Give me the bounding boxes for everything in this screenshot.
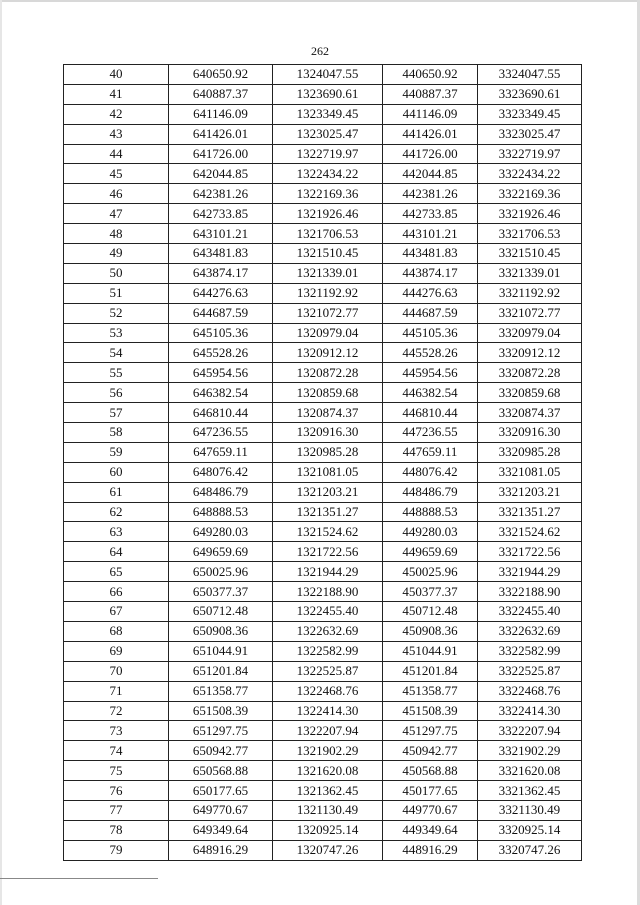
y1-coordinate-cell: 1322169.36 [273,184,383,204]
table-row [64,363,582,383]
x1-coordinate-cell: 650177.65 [169,781,273,801]
y2-coordinate-cell: 3321081.05 [478,462,582,482]
point-number-cell: 63 [64,522,169,542]
table-row [64,423,582,443]
x2-coordinate-cell: 442381.26 [383,184,478,204]
table-row [64,144,582,164]
table-row [64,84,582,104]
y2-coordinate-cell: 3322582.99 [478,641,582,661]
y2-coordinate-cell: 3320916.30 [478,423,582,443]
table-row [64,721,582,741]
y1-coordinate-cell: 1320916.30 [273,423,383,443]
y2-coordinate-cell: 3320859.68 [478,383,582,403]
point-number-cell: 77 [64,800,169,820]
y2-coordinate-cell: 3321362.45 [478,781,582,801]
y2-coordinate-cell: 3321072.77 [478,303,582,323]
table-row [64,621,582,641]
y1-coordinate-cell: 1320979.04 [273,323,383,343]
x2-coordinate-cell: 448916.29 [383,840,478,860]
point-number-cell: 46 [64,184,169,204]
table-row [64,383,582,403]
x2-coordinate-cell: 450377.37 [383,582,478,602]
x2-coordinate-cell: 450025.96 [383,562,478,582]
x2-coordinate-cell: 450908.36 [383,621,478,641]
table-row [64,184,582,204]
x1-coordinate-cell: 648486.79 [169,482,273,502]
x2-coordinate-cell: 442733.85 [383,204,478,224]
table-row [64,562,582,582]
x1-coordinate-cell: 650025.96 [169,562,273,582]
x1-coordinate-cell: 650568.88 [169,761,273,781]
x1-coordinate-cell: 647236.55 [169,423,273,443]
point-number-cell: 78 [64,820,169,840]
y1-coordinate-cell: 1321620.08 [273,761,383,781]
y1-coordinate-cell: 1320747.26 [273,840,383,860]
y2-coordinate-cell: 3322434.22 [478,164,582,184]
point-number-cell: 56 [64,383,169,403]
y1-coordinate-cell: 1320912.12 [273,343,383,363]
x1-coordinate-cell: 649280.03 [169,522,273,542]
point-number-cell: 61 [64,482,169,502]
x2-coordinate-cell: 448076.42 [383,462,478,482]
x2-coordinate-cell: 441426.01 [383,124,478,144]
y2-coordinate-cell: 3320925.14 [478,820,582,840]
page-number: 262 [311,44,329,58]
point-number-cell: 41 [64,84,169,104]
table-row [64,602,582,622]
x1-coordinate-cell: 643101.21 [169,224,273,244]
x2-coordinate-cell: 443481.83 [383,244,478,264]
point-number-cell: 67 [64,602,169,622]
table-row [64,502,582,522]
y2-coordinate-cell: 3324047.55 [478,65,582,85]
point-number-cell: 79 [64,840,169,860]
point-number-cell: 58 [64,423,169,443]
footnote-rule [0,878,158,879]
y1-coordinate-cell: 1321351.27 [273,502,383,522]
x2-coordinate-cell: 451201.84 [383,661,478,681]
table-row [64,761,582,781]
x2-coordinate-cell: 449770.67 [383,800,478,820]
point-number-cell: 70 [64,661,169,681]
x2-coordinate-cell: 445528.26 [383,343,478,363]
x2-coordinate-cell: 450568.88 [383,761,478,781]
y1-coordinate-cell: 1320925.14 [273,820,383,840]
y2-coordinate-cell: 3322719.97 [478,144,582,164]
x1-coordinate-cell: 651508.39 [169,701,273,721]
x1-coordinate-cell: 650942.77 [169,741,273,761]
y1-coordinate-cell: 1322188.90 [273,582,383,602]
y2-coordinate-cell: 3320985.28 [478,442,582,462]
y2-coordinate-cell: 3320874.37 [478,403,582,423]
point-number-cell: 71 [64,681,169,701]
x1-coordinate-cell: 648916.29 [169,840,273,860]
y1-coordinate-cell: 1322455.40 [273,602,383,622]
y2-coordinate-cell: 3321510.45 [478,244,582,264]
y1-coordinate-cell: 1322468.76 [273,681,383,701]
point-number-cell: 52 [64,303,169,323]
x2-coordinate-cell: 441726.00 [383,144,478,164]
x2-coordinate-cell: 443101.21 [383,224,478,244]
x2-coordinate-cell: 451044.91 [383,641,478,661]
x1-coordinate-cell: 643481.83 [169,244,273,264]
y1-coordinate-cell: 1323349.45 [273,104,383,124]
x2-coordinate-cell: 443874.17 [383,263,478,283]
x2-coordinate-cell: 451508.39 [383,701,478,721]
x1-coordinate-cell: 642733.85 [169,204,273,224]
table-row [64,204,582,224]
y2-coordinate-cell: 3320979.04 [478,323,582,343]
y1-coordinate-cell: 1321510.45 [273,244,383,264]
x1-coordinate-cell: 641726.00 [169,144,273,164]
table-row [64,164,582,184]
table-row [64,343,582,363]
point-number-cell: 54 [64,343,169,363]
x1-coordinate-cell: 640650.92 [169,65,273,85]
table-row [64,244,582,264]
x1-coordinate-cell: 641426.01 [169,124,273,144]
x1-coordinate-cell: 648076.42 [169,462,273,482]
x2-coordinate-cell: 448486.79 [383,482,478,502]
x2-coordinate-cell: 446382.54 [383,383,478,403]
y1-coordinate-cell: 1322632.69 [273,621,383,641]
x1-coordinate-cell: 646382.54 [169,383,273,403]
x1-coordinate-cell: 650377.37 [169,582,273,602]
y2-coordinate-cell: 3321944.29 [478,562,582,582]
y1-coordinate-cell: 1323690.61 [273,84,383,104]
y1-coordinate-cell: 1322414.30 [273,701,383,721]
table-row [64,482,582,502]
y2-coordinate-cell: 3321902.29 [478,741,582,761]
table-row [64,641,582,661]
x1-coordinate-cell: 648888.53 [169,502,273,522]
point-number-cell: 69 [64,641,169,661]
y1-coordinate-cell: 1322434.22 [273,164,383,184]
x1-coordinate-cell: 646810.44 [169,403,273,423]
table-row [64,283,582,303]
x2-coordinate-cell: 442044.85 [383,164,478,184]
point-number-cell: 64 [64,542,169,562]
y1-coordinate-cell: 1324047.55 [273,65,383,85]
x1-coordinate-cell: 650908.36 [169,621,273,641]
x2-coordinate-cell: 450177.65 [383,781,478,801]
y1-coordinate-cell: 1321362.45 [273,781,383,801]
y2-coordinate-cell: 3321339.01 [478,263,582,283]
point-number-cell: 45 [64,164,169,184]
y2-coordinate-cell: 3320747.26 [478,840,582,860]
x1-coordinate-cell: 645954.56 [169,363,273,383]
table-row [64,65,582,85]
x1-coordinate-cell: 651044.91 [169,641,273,661]
y2-coordinate-cell: 3321620.08 [478,761,582,781]
x1-coordinate-cell: 649770.67 [169,800,273,820]
point-number-cell: 55 [64,363,169,383]
x1-coordinate-cell: 649659.69 [169,542,273,562]
y2-coordinate-cell: 3322455.40 [478,602,582,622]
scan-edge-top [0,0,640,2]
x2-coordinate-cell: 449349.64 [383,820,478,840]
y2-coordinate-cell: 3321722.56 [478,542,582,562]
x1-coordinate-cell: 649349.64 [169,820,273,840]
point-number-cell: 43 [64,124,169,144]
y2-coordinate-cell: 3322169.36 [478,184,582,204]
y2-coordinate-cell: 3323690.61 [478,84,582,104]
y1-coordinate-cell: 1322207.94 [273,721,383,741]
x2-coordinate-cell: 451358.77 [383,681,478,701]
table-row [64,323,582,343]
y1-coordinate-cell: 1323025.47 [273,124,383,144]
x1-coordinate-cell: 650712.48 [169,602,273,622]
y2-coordinate-cell: 3321130.49 [478,800,582,820]
y1-coordinate-cell: 1320872.28 [273,363,383,383]
x2-coordinate-cell: 448888.53 [383,502,478,522]
y1-coordinate-cell: 1320859.68 [273,383,383,403]
point-number-cell: 42 [64,104,169,124]
y2-coordinate-cell: 3322632.69 [478,621,582,641]
table-row [64,522,582,542]
y1-coordinate-cell: 1322582.99 [273,641,383,661]
y1-coordinate-cell: 1321706.53 [273,224,383,244]
x2-coordinate-cell: 449659.69 [383,542,478,562]
x1-coordinate-cell: 641146.09 [169,104,273,124]
y2-coordinate-cell: 3323349.45 [478,104,582,124]
y2-coordinate-cell: 3322525.87 [478,661,582,681]
y1-coordinate-cell: 1322719.97 [273,144,383,164]
x2-coordinate-cell: 446810.44 [383,403,478,423]
y1-coordinate-cell: 1321339.01 [273,263,383,283]
x2-coordinate-cell: 450712.48 [383,602,478,622]
y2-coordinate-cell: 3322188.90 [478,582,582,602]
point-number-cell: 50 [64,263,169,283]
point-number-cell: 76 [64,781,169,801]
point-number-cell: 72 [64,701,169,721]
table-row [64,741,582,761]
y2-coordinate-cell: 3321706.53 [478,224,582,244]
table-row [64,840,582,860]
y1-coordinate-cell: 1321192.92 [273,283,383,303]
x1-coordinate-cell: 642044.85 [169,164,273,184]
x1-coordinate-cell: 651358.77 [169,681,273,701]
y2-coordinate-cell: 3321926.46 [478,204,582,224]
y1-coordinate-cell: 1321072.77 [273,303,383,323]
point-number-cell: 40 [64,65,169,85]
y2-coordinate-cell: 3321203.21 [478,482,582,502]
y1-coordinate-cell: 1321902.29 [273,741,383,761]
table-row [64,104,582,124]
x2-coordinate-cell: 440650.92 [383,65,478,85]
x2-coordinate-cell: 441146.09 [383,104,478,124]
y1-coordinate-cell: 1321926.46 [273,204,383,224]
point-number-cell: 53 [64,323,169,343]
table-row [64,582,582,602]
y1-coordinate-cell: 1321081.05 [273,462,383,482]
x1-coordinate-cell: 644276.63 [169,283,273,303]
table-row [64,781,582,801]
y1-coordinate-cell: 1321722.56 [273,542,383,562]
table-row [64,542,582,562]
x1-coordinate-cell: 643874.17 [169,263,273,283]
y2-coordinate-cell: 3322468.76 [478,681,582,701]
point-number-cell: 65 [64,562,169,582]
point-number-cell: 48 [64,224,169,244]
point-number-cell: 51 [64,283,169,303]
y2-coordinate-cell: 3320872.28 [478,363,582,383]
table-row [64,263,582,283]
y2-coordinate-cell: 3321192.92 [478,283,582,303]
x1-coordinate-cell: 645105.36 [169,323,273,343]
scan-edge-left [0,0,2,905]
y1-coordinate-cell: 1321944.29 [273,562,383,582]
y1-coordinate-cell: 1320874.37 [273,403,383,423]
x1-coordinate-cell: 651201.84 [169,661,273,681]
x2-coordinate-cell: 450942.77 [383,741,478,761]
y2-coordinate-cell: 3322414.30 [478,701,582,721]
y1-coordinate-cell: 1322525.87 [273,661,383,681]
point-number-cell: 60 [64,462,169,482]
point-number-cell: 44 [64,144,169,164]
y1-coordinate-cell: 1321130.49 [273,800,383,820]
y2-coordinate-cell: 3322207.94 [478,721,582,741]
table-row [64,403,582,423]
table-row [64,224,582,244]
table-row [64,701,582,721]
point-number-cell: 73 [64,721,169,741]
point-number-cell: 66 [64,582,169,602]
x2-coordinate-cell: 449280.03 [383,522,478,542]
table-row [64,442,582,462]
point-number-cell: 75 [64,761,169,781]
table-row [64,303,582,323]
point-number-cell: 59 [64,442,169,462]
coordinates-table [63,64,582,861]
coordinates-table-body [64,65,582,861]
y1-coordinate-cell: 1321203.21 [273,482,383,502]
table-row [64,800,582,820]
point-number-cell: 68 [64,621,169,641]
x2-coordinate-cell: 451297.75 [383,721,478,741]
y1-coordinate-cell: 1320985.28 [273,442,383,462]
point-number-cell: 74 [64,741,169,761]
y2-coordinate-cell: 3321351.27 [478,502,582,522]
x1-coordinate-cell: 651297.75 [169,721,273,741]
table-row [64,462,582,482]
x2-coordinate-cell: 440887.37 [383,84,478,104]
x1-coordinate-cell: 640887.37 [169,84,273,104]
x1-coordinate-cell: 644687.59 [169,303,273,323]
x2-coordinate-cell: 445105.36 [383,323,478,343]
table-row [64,661,582,681]
table-row [64,124,582,144]
x1-coordinate-cell: 645528.26 [169,343,273,363]
x1-coordinate-cell: 642381.26 [169,184,273,204]
x2-coordinate-cell: 444276.63 [383,283,478,303]
point-number-cell: 49 [64,244,169,264]
y2-coordinate-cell: 3323025.47 [478,124,582,144]
x2-coordinate-cell: 445954.56 [383,363,478,383]
x2-coordinate-cell: 447659.11 [383,442,478,462]
y2-coordinate-cell: 3321524.62 [478,522,582,542]
point-number-cell: 47 [64,204,169,224]
point-number-cell: 57 [64,403,169,423]
point-number-cell: 62 [64,502,169,522]
x2-coordinate-cell: 444687.59 [383,303,478,323]
x2-coordinate-cell: 447236.55 [383,423,478,443]
table-row [64,681,582,701]
x1-coordinate-cell: 647659.11 [169,442,273,462]
table-row [64,820,582,840]
y2-coordinate-cell: 3320912.12 [478,343,582,363]
y1-coordinate-cell: 1321524.62 [273,522,383,542]
